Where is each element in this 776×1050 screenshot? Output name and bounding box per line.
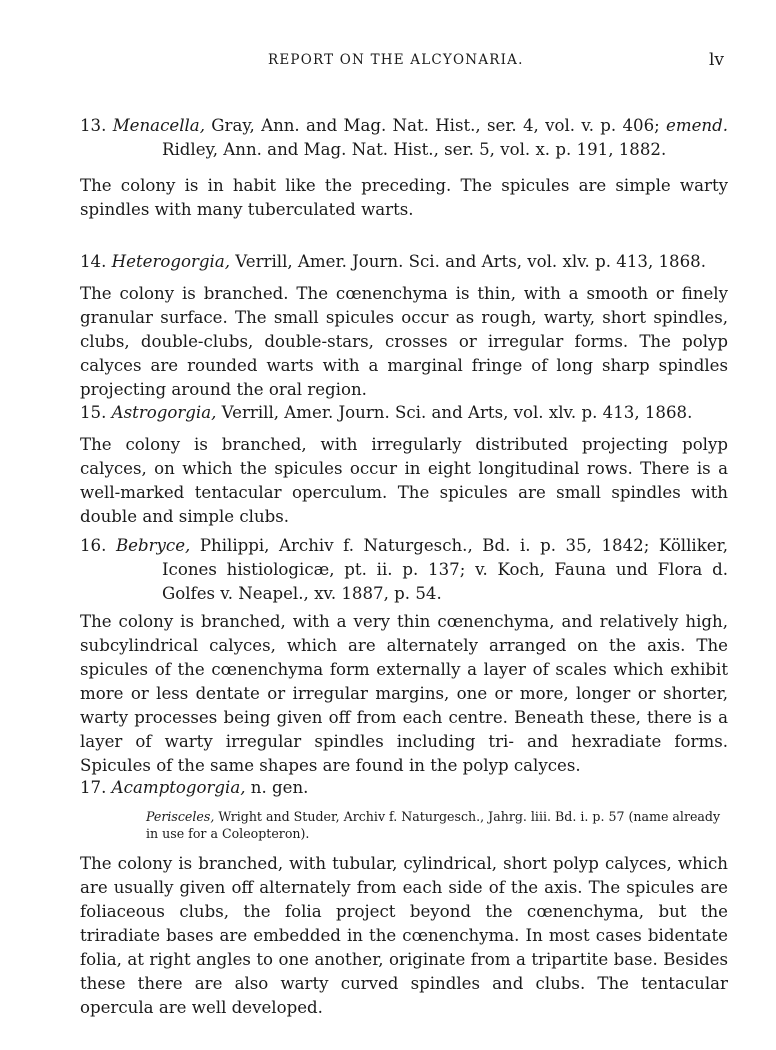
synonym-note [146,808,728,842]
entry-17 [80,776,728,1020]
entry-heading [80,401,728,425]
citation: n. gen. [245,778,309,797]
citation: Philippi, Archiv f. Naturgesch., Bd. i. p. 35, 1842; Kölliker, Icones histiologicæ, pt. ii. p. 137; v. Koch, Fauna und Flora d. Golfes v. Neapel., xv. 1887, p. 54. [162,536,728,603]
genus-name: Bebryce, [115,536,191,555]
citation: Verrill, Amer. Journ. Sci. and Arts, vol. xlv. p. 413, 1868. [216,403,693,422]
entry-number: 13. [80,116,107,135]
entry-description: The colony is branched, with a very thin cœnenchyma, and relatively high, subcylindrical calyces, which are alternately arranged on the axis. The spicules of the cœnenchyma form externally a layer of scales which exhibit more or less dentate or irregular margins, one or more, longer or shorter, warty processes being given off from each centre. Beneath these, there is a layer of warty irregular spindles including tri- and hexradiate forms. Spicules of the same shapes are found in the polyp calyces. [80,612,728,775]
entry-heading [80,534,728,606]
entry-heading [80,250,728,274]
genus-name: Heterogorgia, [111,252,231,271]
running-head [0,50,776,74]
entry-description: The colony is branched. The cœnenchyma is thin, with a smooth or finely granular surface. The small spicules occur as rough, warty, short spindles, clubs, double-clubs, double-stars, crosses or irregular forms. The polyp calyces are rounded warts with a marginal fringe of long sharp spindles projecting around the oral region. [80,284,728,399]
genus-name: Menacella, [112,116,205,135]
synonym-name: Perisceles, [146,809,215,824]
page-number: lv [708,50,724,70]
entry-description: The colony is branched, with irregularly distributed projecting polyp calyces, on which the spicules occur in eight longitudinal rows. There is a well-marked tentacular operculum. The spicules are small spindles with double and simple clubs. [80,435,728,526]
genus-name: Astrogorgia, [111,403,217,422]
entry-16 [80,534,728,778]
citation: Verrill, Amer. Journ. Sci. and Arts, vol. xlv. p. 413, 1868. [230,252,706,271]
entry-number: 14. [80,252,107,271]
entry-number: 17. [80,778,107,797]
entry-heading [80,776,728,800]
entry-heading [80,114,728,162]
synonym-citation: Wright and Studer, Archiv f. Naturgesch., Jahrg. liii. Bd. i. p. 57 (name already in use for a Coleopteron). [146,809,721,841]
genus-name: Acamptogorgia, [111,778,246,797]
entry-description: The colony is branched, with tubular, cylindrical, short polyp calyces, which are usually given off alternately from each side of the axis. The spicules are foliaceous clubs, the folia project beyond the cœnenchyma, but the triradiate bases are embedded in the cœnenchyma. In most cases bidentate folia, at right angles to one another, originate from a tripartite base. Besides these there are also warty curved spindles and clubs. The tentacular opercula are well developed. [80,854,728,1017]
entry-13 [80,114,728,222]
running-title: REPORT ON THE ALCYONARIA. [268,52,524,68]
emendation-mark: emend. [666,116,728,135]
entry-15 [80,401,728,529]
entry-number: 16. [80,536,107,555]
entry-description: The colony is in habit like the preceding. The spicules are simple warty spindles with many tuberculated warts. [80,176,728,219]
entry-number: 15. [80,403,107,422]
citation: Gray, Ann. and Mag. Nat. Hist., ser. 4, vol. v. p. 406; [204,116,667,135]
entry-14 [80,250,728,402]
citation-continued: Ridley, Ann. and Mag. Nat. Hist., ser. 5, vol. x. p. 191, 1882. [162,140,667,159]
